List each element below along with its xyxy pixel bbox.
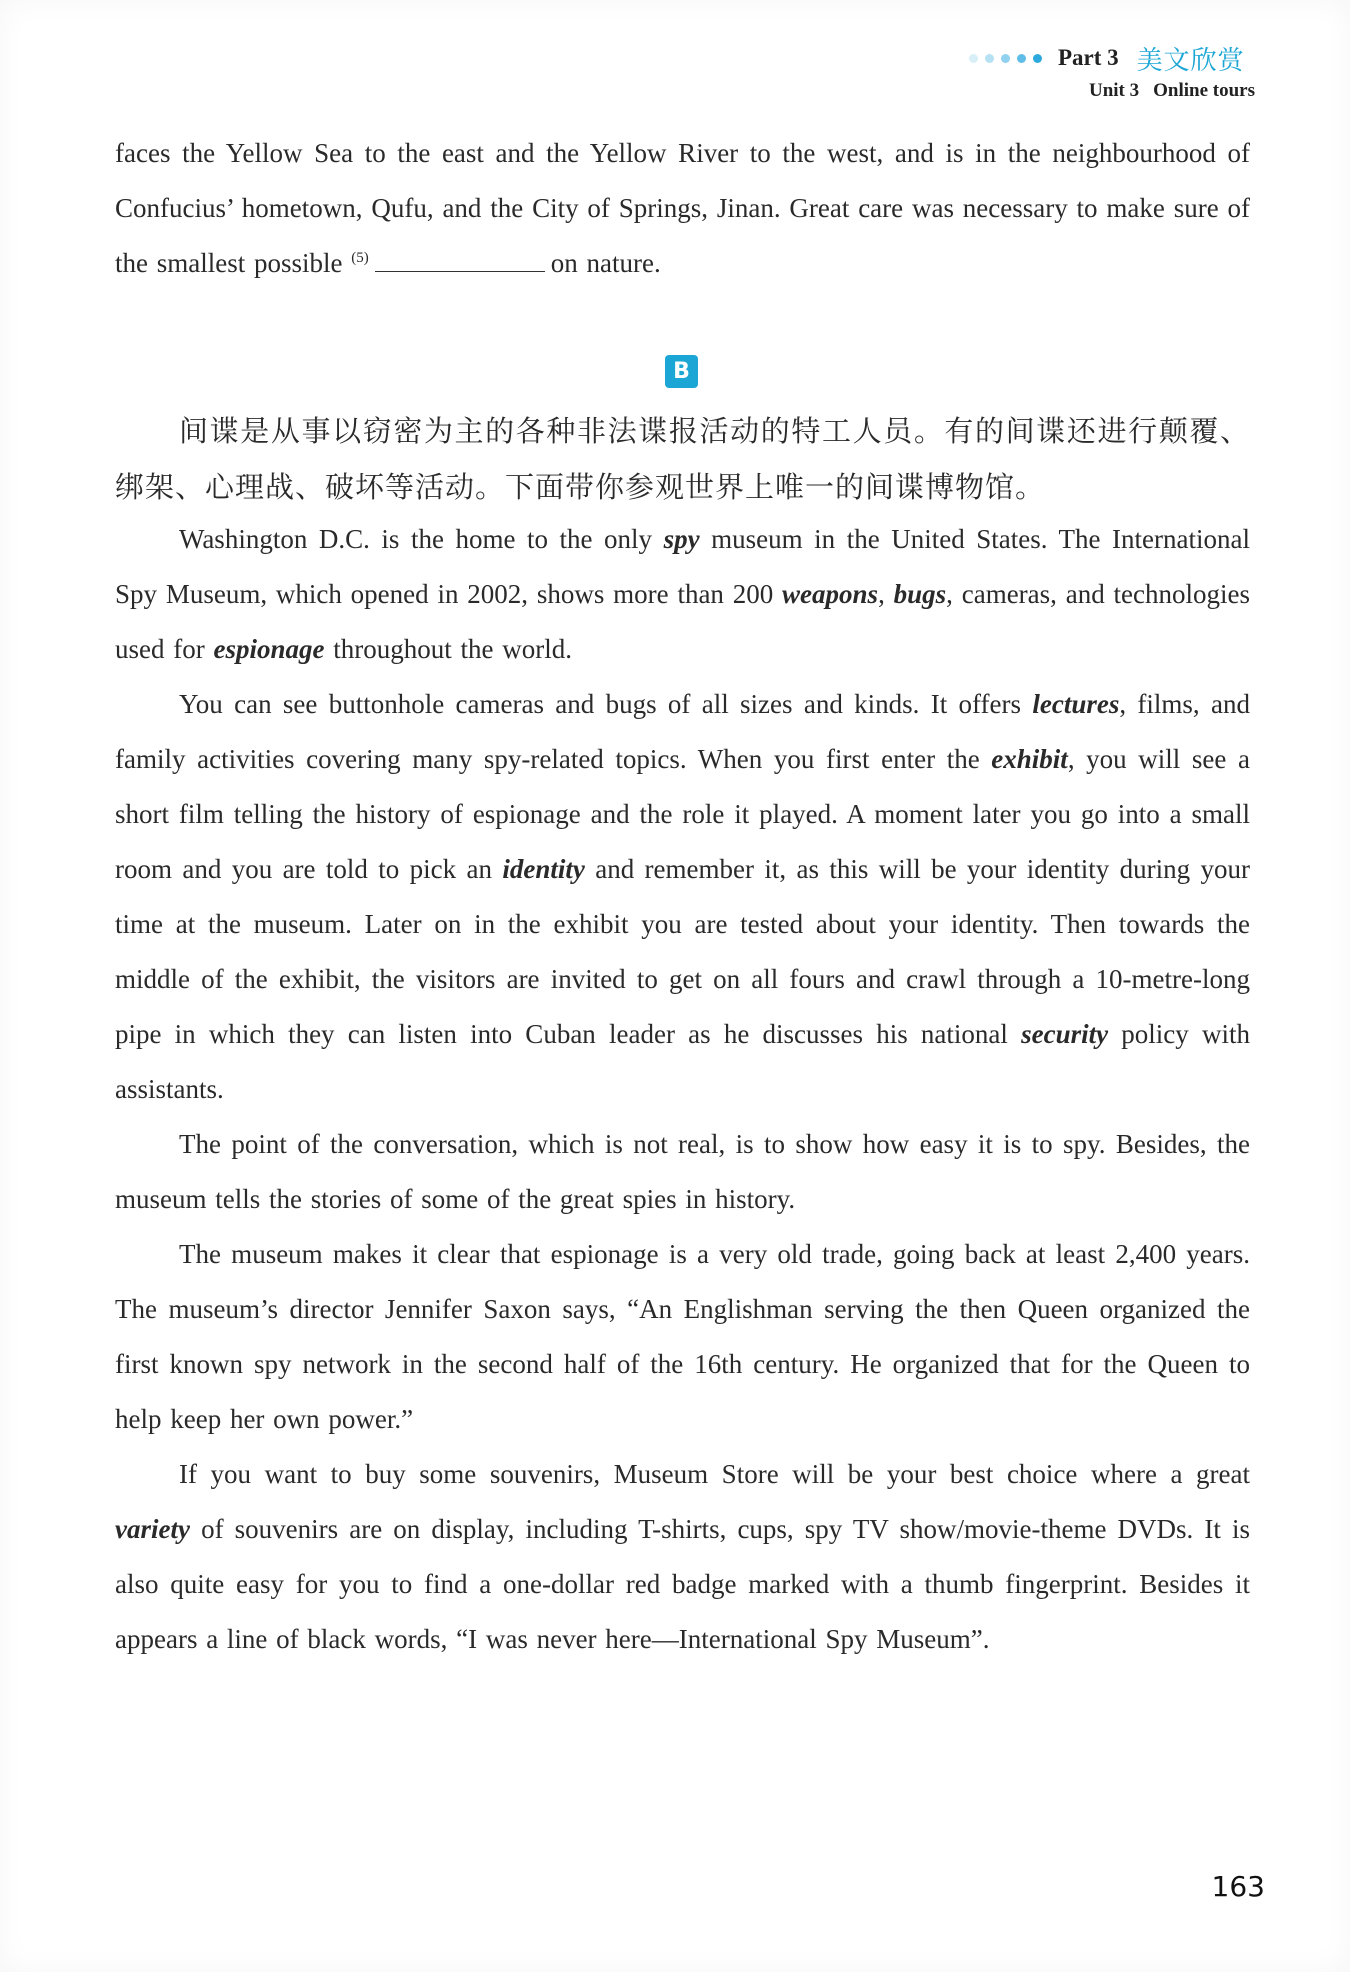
keyword-espionage: espionage <box>213 634 325 664</box>
p2-text-5: policy with assistants. <box>115 1019 1250 1104</box>
keyword-variety: variety <box>115 1514 190 1544</box>
keyword-exhibit: exhibit <box>991 744 1068 774</box>
part-label: Part 3 <box>1057 45 1119 70</box>
p1-text-3: , <box>878 579 894 609</box>
keyword-weapons: weapons <box>782 579 879 609</box>
decorative-dots <box>969 54 1042 63</box>
paragraph-3: The point of the conversation, which is not real, is to show how easy it is to spy. Besides, the museum tells the stories of some of the great spies in history. <box>115 1129 1250 1214</box>
p2-text-2: , films, and family activities covering many spy-related topics. When you first enter the <box>115 689 1250 774</box>
section-b-body <box>115 512 1250 1667</box>
keyword-spy: spy <box>663 524 700 554</box>
part-chinese-title: 美文欣赏 <box>1136 45 1245 76</box>
dot-2 <box>985 54 994 63</box>
chinese-intro: 间谍是从事以窃密为主的各种非法谍报活动的特工人员。有的间谍还进行颠覆、绑架、心理战、破坏等活动。下面带你参观世界上唯一的间谍博物馆。 <box>115 414 1250 504</box>
keyword-identity: identity <box>502 854 585 884</box>
section-b-label: B <box>665 355 698 388</box>
section-a-text: faces the Yellow Sea to the east and the Yellow River to the west, and is in the neighbourhood of Confucius’ hometown, Qufu, and the City of Springs, Jinan. Great care was necessary to make sure of the smallest possible <box>115 138 1250 278</box>
page-number: 163 <box>1211 1870 1265 1903</box>
header-part-row <box>969 40 1255 76</box>
unit-label: Unit 3 <box>1088 80 1140 101</box>
paragraph-1 <box>115 512 1250 677</box>
paragraph-4: The museum makes it clear that espionage is a very old trade, going back at least 2,400 years. The museum’s director Jennifer Saxon says, “An Englishman serving the then Queen organized the first known spy network in the second half of the 16th century. He organized that for the Queen to help keep her own power.” <box>115 1239 1250 1434</box>
dot-1 <box>969 54 978 63</box>
p1-text-5: throughout the world. <box>324 634 572 664</box>
p1-text-2: museum in the United States. The International Spy Museum, which opened in 2002, shows more than 200 <box>115 524 1250 609</box>
answer-blank <box>375 249 545 272</box>
dot-3 <box>1001 54 1010 63</box>
dot-4 <box>1017 54 1026 63</box>
after-blank-text: on nature. <box>550 248 661 278</box>
keyword-bugs: bugs <box>893 579 947 609</box>
p1-text-4: , cameras, and technologies used for <box>115 579 1250 664</box>
section-a-paragraph <box>115 126 1250 291</box>
unit-title: Online tours <box>1153 80 1255 101</box>
keyword-security: security <box>1021 1019 1109 1049</box>
p1-text-1: Washington D.C. is the home to the only <box>179 524 664 554</box>
paragraph-2 <box>115 677 1250 1117</box>
p5-text-1: If you want to buy some souvenirs, Museum Store will be your best choice where a great <box>179 1459 1250 1489</box>
section-a-tail <box>115 126 1250 291</box>
page-header <box>969 40 1255 102</box>
p2-text-3: , you will see a short film telling the history of espionage and the role it played. A moment later you go into a small room and you are told to pick an <box>115 744 1250 884</box>
p2-text-4: and remember it, as this will be your identity during your time at the museum. Later on in the exhibit you are tested about your identity. Then towards the middle of the exhibit, the visitors are invited to get on all fours and crawl through a 10-metre-long pipe in which they can listen into Cuban leader as he discusses his national <box>115 854 1250 1049</box>
blank-number: (5) <box>351 250 369 266</box>
p5-text-2: of souvenirs are on display, including T-shirts, cups, spy TV show/movie-theme DVDs. It is also quite easy for you to find a one-dollar red badge marked with a thumb fingerprint. Besides it appears a line of black words, “I was never here—International Spy Museum”. <box>115 1514 1250 1654</box>
p2-text-1: You can see buttonhole cameras and bugs of all sizes and kinds. It offers <box>179 689 1033 719</box>
paragraph-5 <box>115 1447 1250 1667</box>
keyword-lectures: lectures <box>1032 689 1120 719</box>
header-unit-row <box>969 80 1255 102</box>
dot-5 <box>1033 54 1042 63</box>
